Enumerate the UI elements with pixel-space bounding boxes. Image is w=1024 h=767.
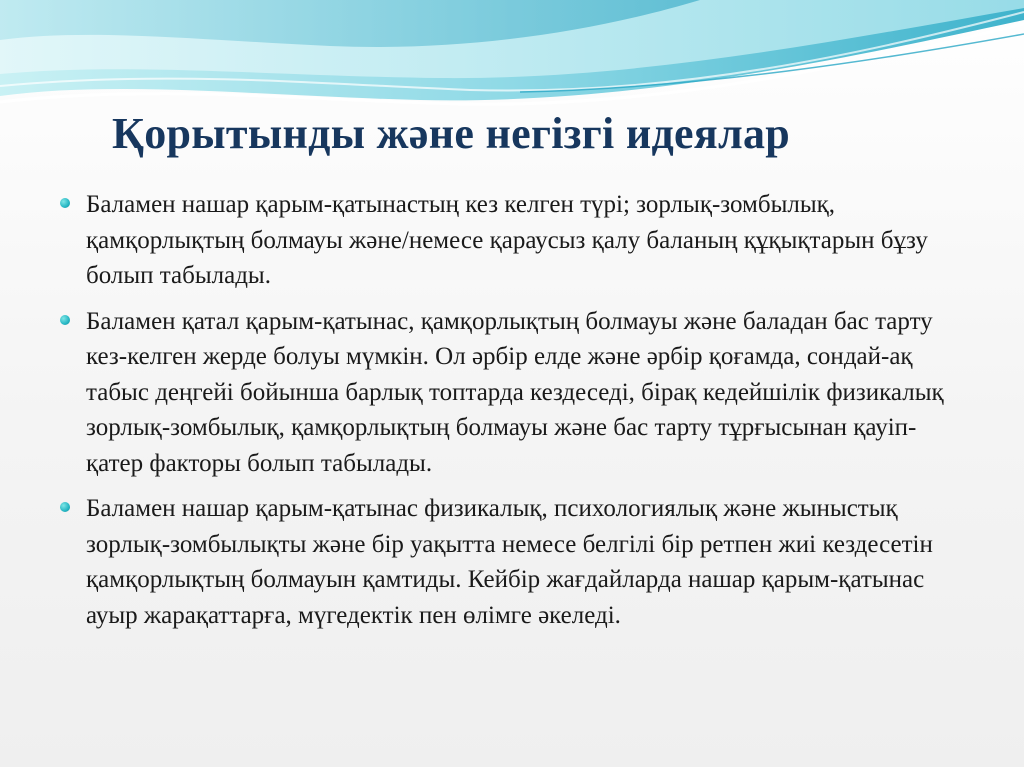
slide-title: Қорытынды және негізгі идеялар [112,109,791,158]
bullet-dot-icon [60,198,70,208]
bullet-item [60,491,960,633]
bullet-text: Баламен қатал қарым-қатынас, қамқорлықтың болмауы және баладан бас тарту кез-келген жерде болуы мүмкін. Ол әрбір елде және әрбір қоғамда, сондай-ақ табыс деңгейі бойынша барлық топтарда кездеседі, бірақ кедейшілік физикалық зорлық-зомбылық, қамқорлықтың болмауы және бас тарту тұрғысынан қауіп-қатер факторы болып табылады. [86,307,944,477]
bullet-dot-icon [60,502,70,512]
bullet-item [60,187,960,294]
bullet-text: Баламен нашар қарым-қатынастың кез келген түрі; зорлық-зомбылық, қамқорлықтың болмауы және/немесе қараусыз қалу баланың құқықтарын бұзу болып табылады. [86,191,928,289]
bullet-dot-icon [60,315,70,325]
bullet-text: Баламен нашар қарым-қатынас физикалық, психологиялық және жыныстық зорлық-зомбылықты және бір уақытта немесе белгілі бір ретпен жиі кездесетін қамқорлықтың болмауын қамтиды. Кейбір жағдайларда нашар қарым-қатынас ауыр жарақаттарға, мүгедектік пен өлімге әкеледі. [86,495,933,629]
bullet-list [60,187,960,643]
bullet-item [60,304,960,482]
